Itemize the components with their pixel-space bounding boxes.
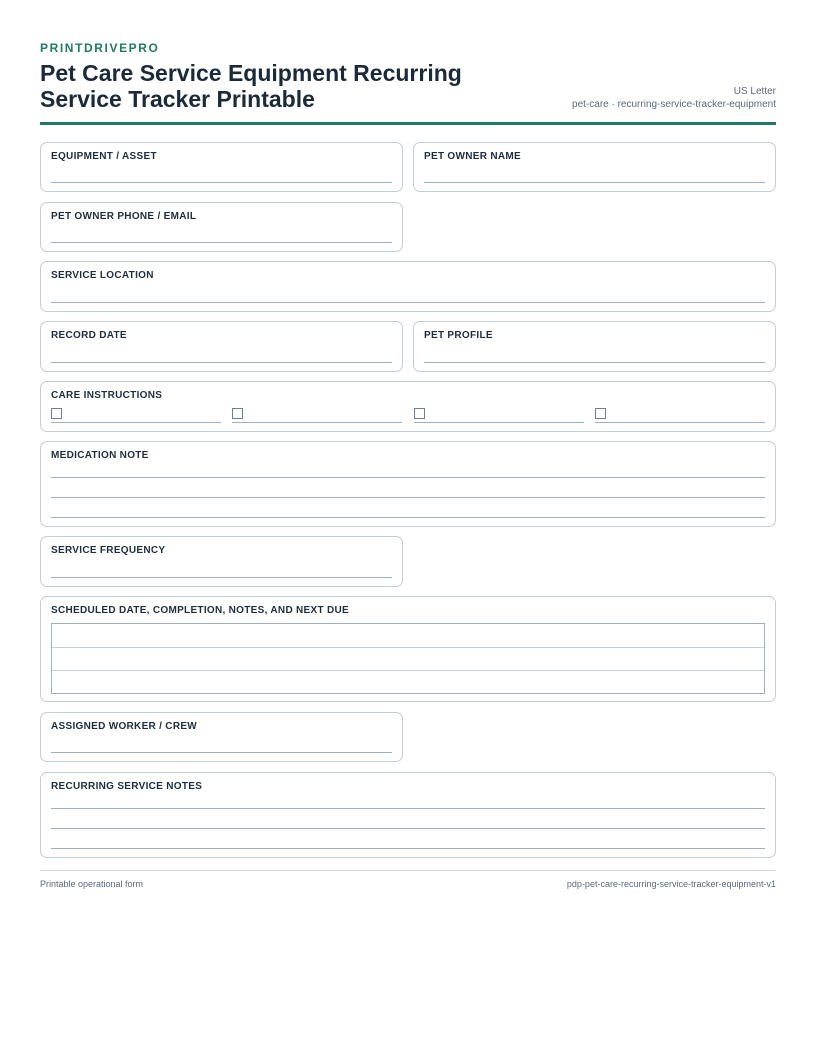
schedule-log-label: SCHEDULED DATE, COMPLETION, NOTES, AND NEXT DUE: [51, 605, 350, 616]
owner-contact-label: PET OWNER PHONE / EMAIL: [51, 211, 197, 222]
owner-name-label: PET OWNER NAME: [424, 151, 521, 162]
footer-label: Printable operational form: [40, 879, 144, 889]
pet-profile-label: PET PROFILE: [424, 330, 493, 341]
care-option-4[interactable]: [595, 408, 765, 422]
pet-profile-field: [413, 321, 776, 372]
equipment-label: EQUIPMENT / ASSET: [51, 151, 157, 162]
care-instructions-field: [40, 381, 776, 432]
location-label: SERVICE LOCATION: [51, 270, 154, 281]
recurring-notes-line-2[interactable]: [51, 828, 765, 829]
equipment-input-line[interactable]: [51, 182, 392, 183]
location-input-line[interactable]: [51, 302, 765, 303]
table-row-divider: [52, 647, 764, 648]
document-meta: [572, 85, 776, 111]
medication-note-label: MEDICATION NOTE: [51, 450, 149, 461]
care-instructions-label: CARE INSTRUCTIONS: [51, 390, 163, 401]
brand-name: PRINTDRIVEPRO: [40, 41, 160, 55]
medication-note-field: [40, 441, 776, 527]
owner-name-field: [413, 142, 776, 192]
owner-contact-field: [40, 202, 403, 252]
checkbox-icon[interactable]: [51, 408, 62, 419]
footer-rule: [40, 870, 776, 871]
assigned-worker-label: ASSIGNED WORKER / CREW: [51, 721, 198, 732]
record-date-input-line[interactable]: [51, 362, 392, 363]
owner-name-input-line[interactable]: [424, 182, 765, 183]
recurring-notes-field: [40, 772, 776, 858]
medication-note-line-3[interactable]: [51, 517, 765, 518]
care-option-2[interactable]: [232, 408, 402, 422]
frequency-input-line[interactable]: [51, 577, 392, 578]
checkbox-icon[interactable]: [232, 408, 243, 419]
table-row-divider: [52, 670, 764, 671]
owner-contact-input-line[interactable]: [51, 242, 392, 243]
form-slug: pet-care · recurring-service-tracker-equipment: [572, 99, 776, 110]
form-id: pdp-pet-care-recurring-service-tracker-equipment-v1: [566, 879, 776, 889]
assigned-worker-input-line[interactable]: [51, 752, 392, 753]
medication-note-line-2[interactable]: [51, 497, 765, 498]
record-date-label: RECORD DATE: [51, 330, 127, 341]
frequency-label: SERVICE FREQUENCY: [51, 545, 166, 556]
assigned-worker-field: [40, 712, 403, 762]
recurring-notes-line-3[interactable]: [51, 848, 765, 849]
checkbox-icon[interactable]: [414, 408, 425, 419]
checkbox-icon[interactable]: [595, 408, 606, 419]
schedule-log-field: [40, 596, 776, 702]
care-option-1[interactable]: [51, 408, 221, 422]
page-title: Pet Care Service Equipment Recurring Service Tracker Printable: [40, 60, 462, 112]
location-field: [40, 261, 776, 312]
pet-profile-input-line[interactable]: [424, 362, 765, 363]
recurring-notes-line-1[interactable]: [51, 808, 765, 809]
medication-note-line-1[interactable]: [51, 477, 765, 478]
equipment-field: [40, 142, 403, 192]
header-rule: [40, 122, 776, 125]
paper-size: US Letter: [733, 86, 776, 97]
schedule-log-table: [51, 623, 765, 694]
frequency-field: [40, 536, 403, 587]
recurring-notes-label: RECURRING SERVICE NOTES: [51, 781, 203, 792]
care-option-3[interactable]: [414, 408, 584, 422]
record-date-field: [40, 321, 403, 372]
